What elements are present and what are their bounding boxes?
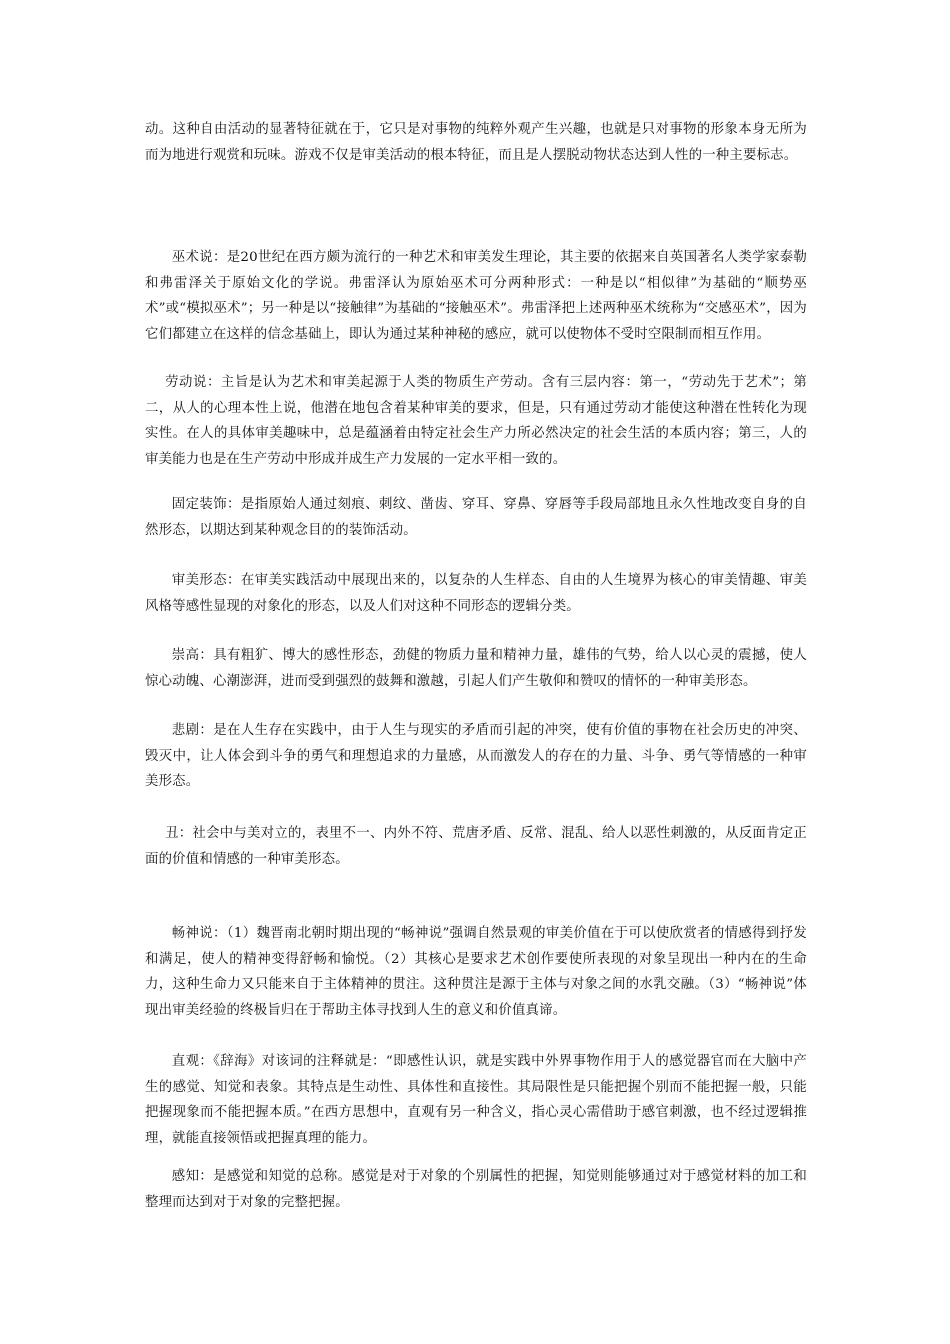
paragraph-youxi-continued: 动。这种自由活动的显著特征就在于，它只是对事物的纯粹外观产生兴趣，也就是只对事物的形象本身无所为而为地进行观赏和玩味。游戏不仅是审美活动的根本特征，而且是人摆脱动物状态达到人性的一种主要标志。	[145, 122, 807, 163]
paragraph-shenmei-xingtai: 审美形态：在审美实践活动中展现出来的，以复杂的人生样态、自由的人生境界为核心的审美情趣、审美风格等感性显现的对象化的形态，以及人们对这种不同形态的逻辑分类。	[145, 573, 807, 614]
paragraph-laodong: 劳动说：主旨是认为艺术和审美起源于人类的物质生产劳动。含有三层内容：第一，“劳动先于艺术”；第二，从人的心理本性上说，他潜在地包含着某种审美的要求，但是，只有通过劳动才能使这种潜在性转化为现实性。在人的具体审美趣味中，总是蕴涵着由特定社会生产力所必然决定的社会生活的本质内容；第三，人的审美能力也是在生产劳动中形成并成生产力发展的一定水平相一致的。	[145, 375, 807, 467]
paragraph-ganzhi: 感知：是感觉和知觉的总称。感觉是对于对象的个别属性的把握，知觉则能够通过对于感觉材料的加工和整理而达到对于对象的完整把握。	[145, 1169, 807, 1210]
paragraph-wushu: 巫术说：是20世纪在西方颇为流行的一种艺术和审美发生理论，其主要的依据来自英国著名人类学家泰勒和弗雷泽关于原始文化的学说。弗雷泽认为原始巫术可分两种形式：一种是以“相似律”为基础的“顺势巫术”或“模拟巫术”；另一种是以“接触律”为基础的“接触巫术”。弗雷泽把上述两种巫术统称为“交感巫术”，因为它们都建立在这样的信念基础上，即认为通过某种神秘的感应，就可以使物体不受时空限制而相互作用。	[145, 250, 807, 342]
paragraph-zhiguan: 直观：《辞海》对该词的注释就是：“即感性认识，就是实践中外界事物作用于人的感觉器官而在大脑中产生的感觉、知觉和表象。其特点是生动性、具体性和直接性。其局限性是只能把握个别而不能把握一般，只能把握现象而不能把握本质。”在西方思想中，直观有另一种含义，指心灵心需借助于感官刺激，也不经过逻辑推理，就能直接领悟或把握真理的能力。	[145, 1054, 807, 1146]
paragraph-beiju: 悲剧：是在人生存在实践中，由于人生与现实的矛盾而引起的冲突，使有价值的事物在社会历史的冲突、毁灭中，让人体会到斗争的勇气和理想追求的力量感，从而激发人的存在的力量、斗争、勇气等情感的一种审美形态。	[145, 723, 807, 789]
paragraph-chou: 丑：社会中与美对立的，表里不一、内外不符、荒唐矛盾、反常、混乱、给人以恶性刺激的，从反面肯定正面的价值和情感的一种审美形态。	[145, 826, 807, 867]
paragraph-guding-zhuangshi: 固定装饰：是指原始人通过刻痕、刺纹、凿齿、穿耳、穿鼻、穿唇等手段局部地且永久性地改变自身的自然形态，以期达到某种观念目的的装饰活动。	[145, 497, 807, 538]
paragraph-changshen: 畅神说：（1）魏晋南北朝时期出现的“畅神说”强调自然景观的审美价值在于可以使欣赏者的情感得到抒发和满足，使人的精神变得舒畅和愉悦。（2）其核心是要求艺术创作要使所表现的对象呈现出一种内在的生命力，这种生命力又只能来自于主体精神的贯注。这种贯注是源于主体与对象之间的水乳交融。（3）“畅神说”体现出审美经验的终极旨归在于帮助主体寻找到人生的意义和价值真谛。	[145, 926, 807, 1018]
paragraph-chonggao: 崇高：具有粗犷、博大的感性形态，劲健的物质力量和精神力量，雄伟的气势，给人以心灵的震撼，使人惊心动魄、心潮澎湃，进而受到强烈的鼓舞和激越，引起人们产生敬仰和赞叹的情怀的一种审美形态。	[145, 648, 807, 689]
